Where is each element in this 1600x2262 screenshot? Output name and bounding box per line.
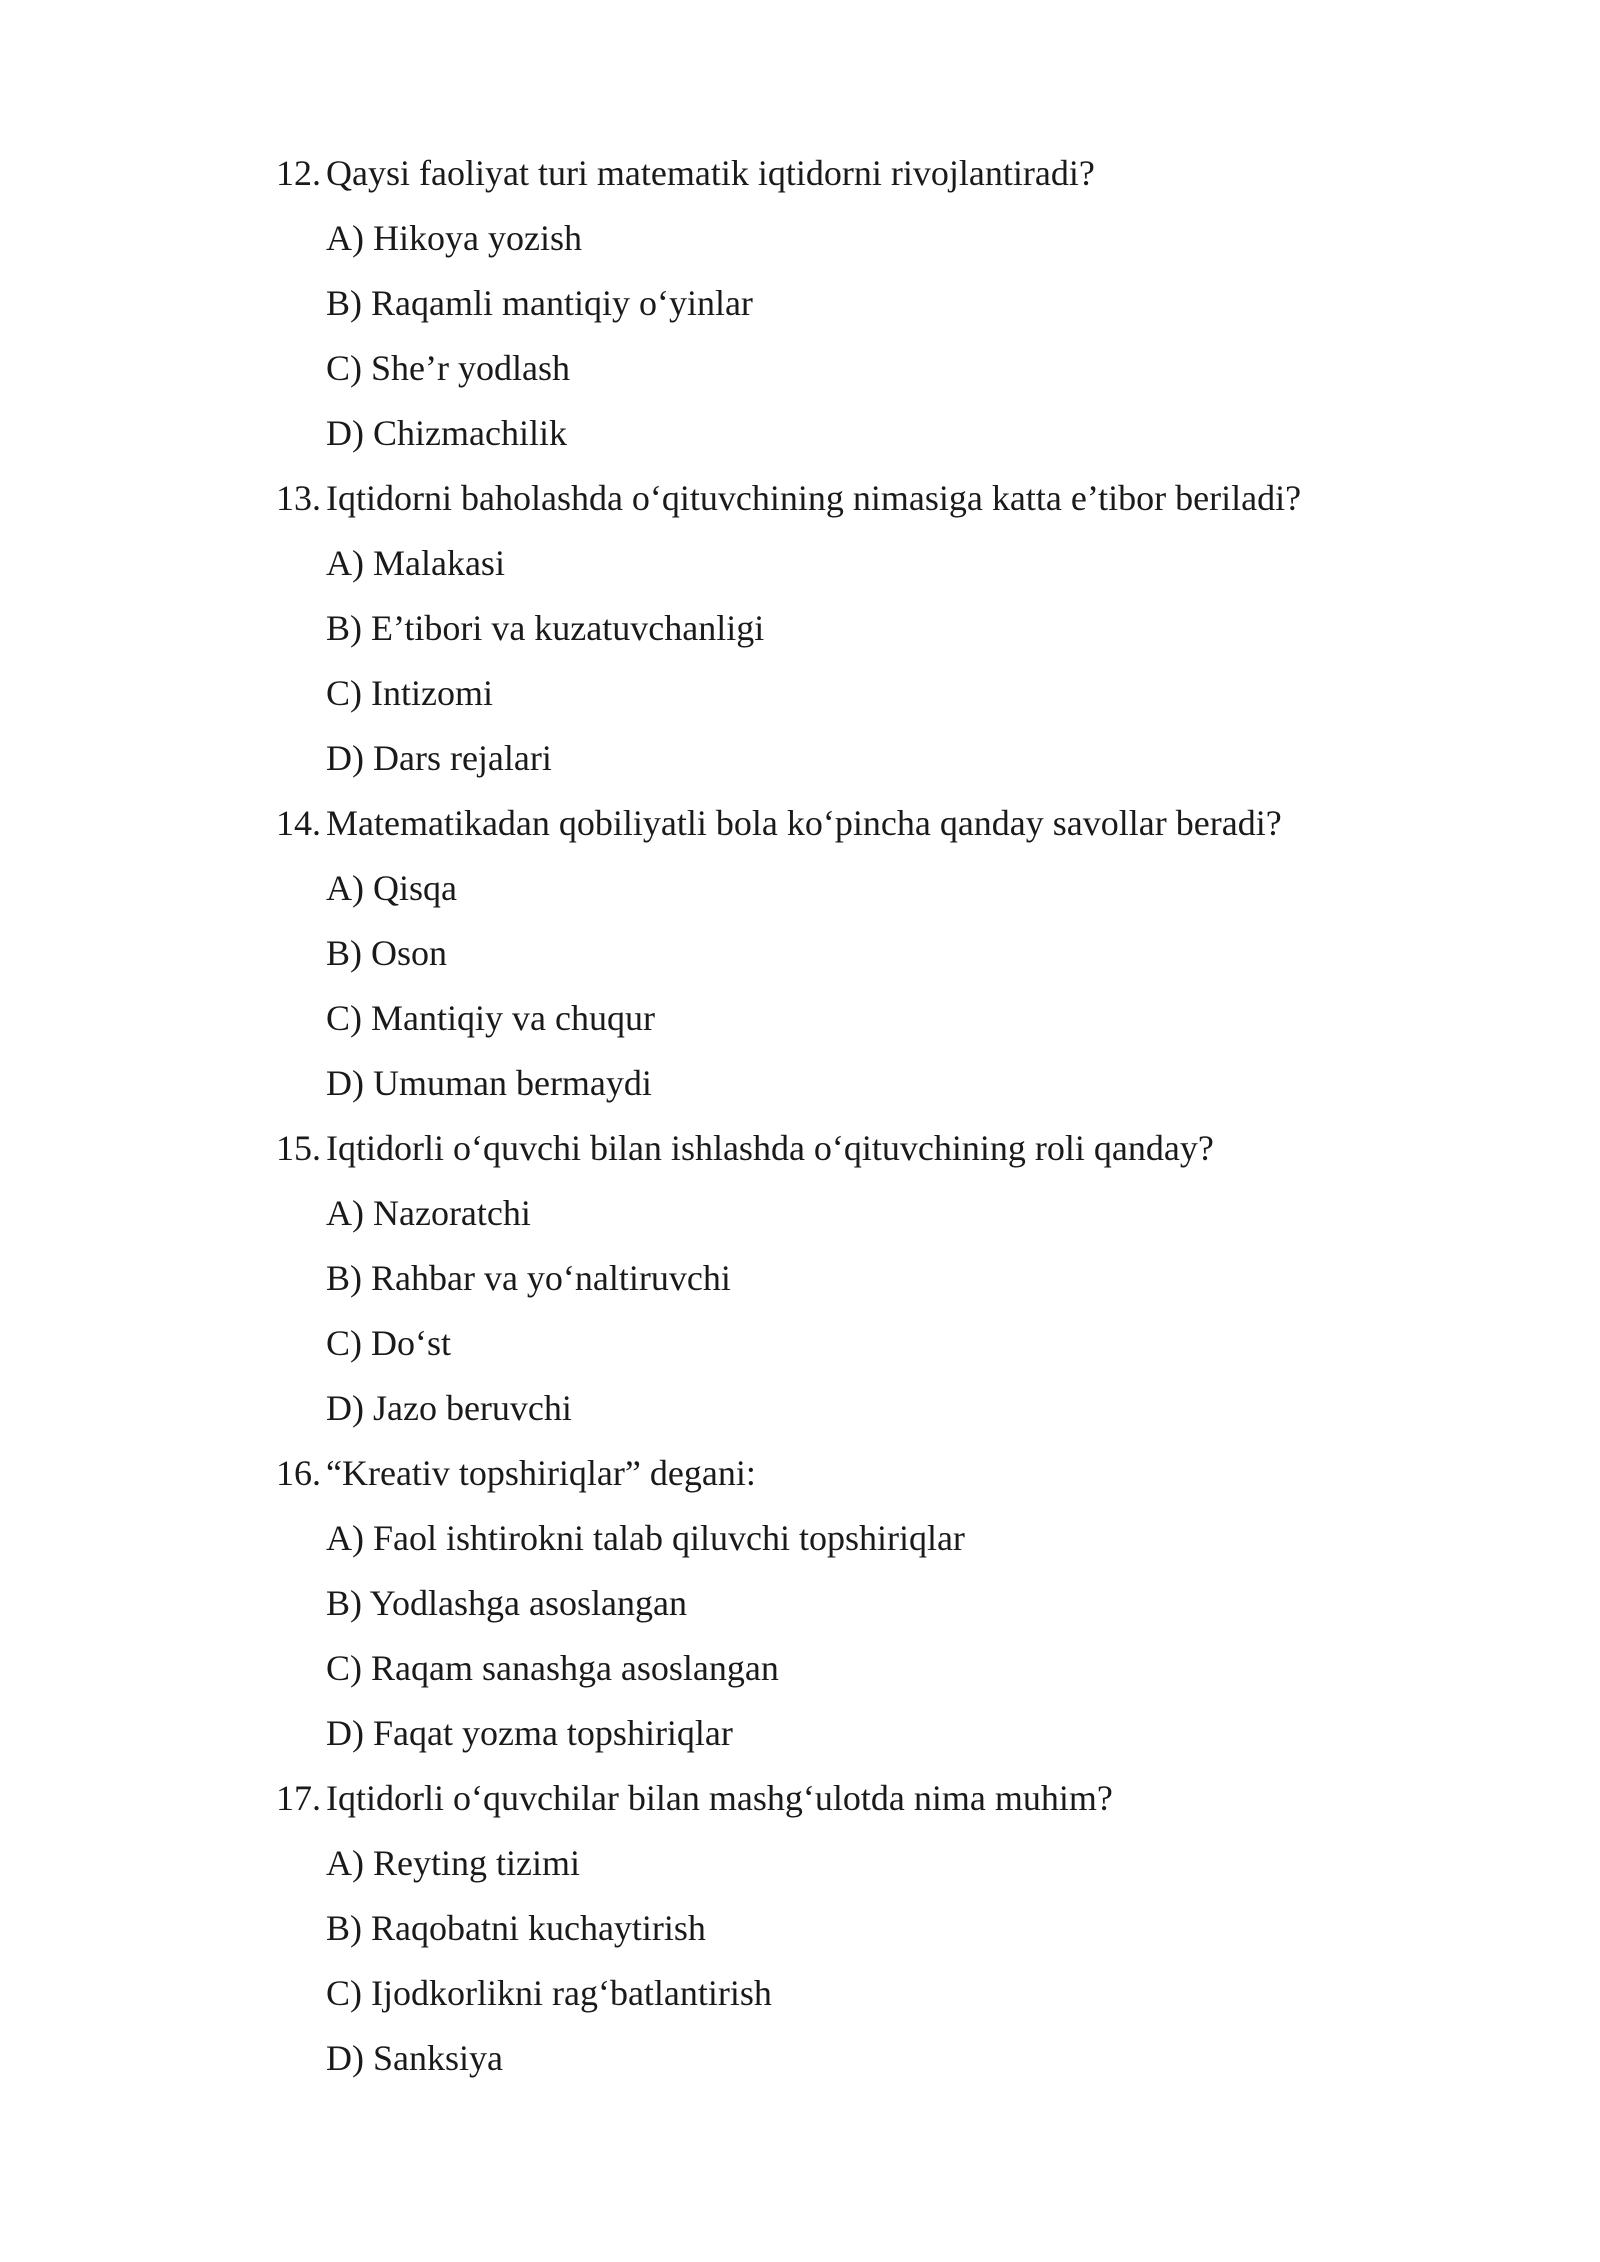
question-17: [276, 1766, 1426, 2091]
question-line: [276, 1766, 1426, 1831]
option-b: B) Rahbar va yo‘naltiruvchi: [326, 1258, 731, 1298]
question-text: Matematikadan qobiliyatli bola ko‘pincha qanday savollar beradi?: [326, 803, 1282, 843]
question-line: [276, 466, 1426, 531]
question-text: “Kreativ topshiriqlar” degani:: [326, 1453, 756, 1493]
option-c: C) Intizomi: [326, 673, 493, 713]
question-line: [276, 791, 1426, 856]
question-text: Iqtidorli o‘quvchilar bilan mashg‘ulotda nima muhim?: [326, 1778, 1113, 1818]
option-d: D) Umuman bermaydi: [326, 1063, 652, 1103]
option-d: D) Sanksiya: [326, 2038, 503, 2078]
option-list: [276, 1506, 1426, 1766]
option-list: [276, 206, 1426, 466]
option-c: C) Do‘st: [326, 1323, 451, 1363]
question-text: Iqtidorni baholashda o‘qituvchining nimasiga katta e’tibor beriladi?: [326, 478, 1302, 518]
question-number: 15.: [276, 1128, 321, 1168]
question-list: [276, 141, 1426, 2091]
option-a: A) Faol ishtirokni talab qiluvchi topshiriqlar: [326, 1518, 965, 1558]
option-list: [276, 1831, 1426, 2091]
question-number: 12.: [276, 153, 321, 193]
option-b: B) Yodlashga asoslangan: [326, 1583, 687, 1623]
option-a: A) Qisqa: [326, 868, 457, 908]
option-b: B) Raqobatni kuchaytirish: [326, 1908, 706, 1948]
question-text: Iqtidorli o‘quvchi bilan ishlashda o‘qituvchining roli qanday?: [326, 1128, 1214, 1168]
option-c: C) Raqam sanashga asoslangan: [326, 1648, 779, 1688]
question-14: [276, 791, 1426, 1116]
question-line: [276, 1441, 1426, 1506]
option-list: [276, 1181, 1426, 1441]
option-list: [276, 856, 1426, 1116]
question-15: [276, 1116, 1426, 1441]
option-b: B) Oson: [326, 933, 448, 973]
question-13: [276, 466, 1426, 791]
option-d: D) Faqat yozma topshiriqlar: [326, 1713, 733, 1753]
option-list: [276, 531, 1426, 791]
question-line: [276, 141, 1426, 206]
option-d: D) Dars rejalari: [326, 738, 552, 778]
option-a: A) Reyting tizimi: [326, 1843, 580, 1883]
question-12: [276, 141, 1426, 466]
question-text: Qaysi faoliyat turi matematik iqtidorni rivojlantiradi?: [326, 153, 1095, 193]
option-b: B) E’tibori va kuzatuvchanligi: [326, 608, 765, 648]
option-a: A) Nazoratchi: [326, 1193, 531, 1233]
option-c: C) She’r yodlash: [326, 348, 570, 388]
question-16: [276, 1441, 1426, 1766]
question-number: 17.: [276, 1778, 321, 1818]
option-c: C) Ijodkorlikni rag‘batlantirish: [326, 1973, 772, 2013]
question-number: 16.: [276, 1453, 321, 1493]
question-number: 13.: [276, 478, 321, 518]
option-b: B) Raqamli mantiqiy o‘yinlar: [326, 283, 753, 323]
option-a: A) Malakasi: [326, 543, 505, 583]
option-d: D) Chizmachilik: [326, 413, 567, 453]
question-number: 14.: [276, 803, 321, 843]
option-d: D) Jazo beruvchi: [326, 1388, 572, 1428]
question-line: [276, 1116, 1426, 1181]
option-c: C) Mantiqiy va chuqur: [326, 998, 655, 1038]
option-a: A) Hikoya yozish: [326, 218, 582, 258]
